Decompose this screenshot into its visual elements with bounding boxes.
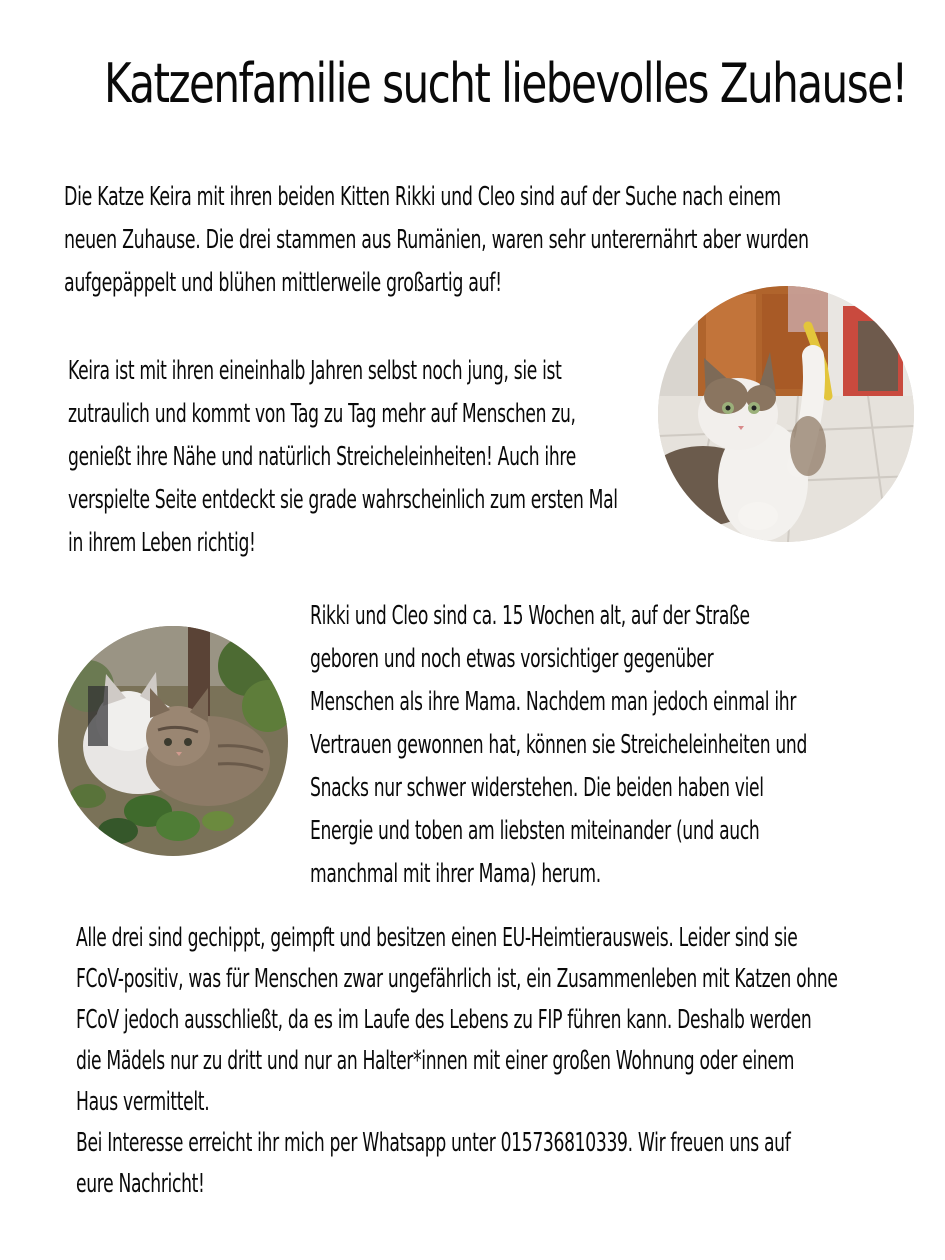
intro-line: Die Katze Keira mit ihren beiden Kitten Rikki und Cleo sind auf der Suche nach einem — [64, 182, 781, 212]
keira-line: verspielte Seite entdeckt sie grade wahrscheinlich zum ersten Mal — [68, 485, 618, 515]
contact-line: Bei Interesse erreicht ihr mich per Whatsapp unter 015736810339. Wir freuen uns auf — [76, 1128, 791, 1158]
kittens-line: Energie und toben am liebsten miteinander (und auch — [310, 816, 760, 846]
keira-photo — [658, 286, 914, 542]
kittens-line: geboren und noch etwas vorsichtiger gegenüber — [310, 644, 714, 674]
kittens-paragraph — [310, 595, 807, 896]
kittens-line: manchmal mit ihrer Mama) herum. — [310, 859, 601, 889]
kittens-image — [58, 626, 288, 856]
page-title: Katzenfamilie sucht liebevolles Zuhause! — [103, 52, 907, 115]
closing-paragraph — [76, 918, 838, 1205]
kittens-line: Snacks nur schwer widerstehen. Die beiden haben viel — [310, 773, 764, 803]
intro-paragraph — [64, 176, 809, 305]
keira-line: Keira ist mit ihren eineinhalb Jahren selbst noch jung, sie ist — [68, 356, 562, 386]
kittens-line: Menschen als ihre Mama. Nachdem man jedoch einmal ihr — [310, 687, 797, 717]
keira-line: genießt ihre Nähe und natürlich Streicheleinheiten! Auch ihre — [68, 442, 576, 472]
kittens-line: Vertrauen gewonnen hat, können sie Streicheleinheiten und — [310, 730, 808, 760]
keira-line: in ihrem Leben richtig! — [68, 528, 256, 558]
contact-line: eure Nachricht! — [76, 1169, 205, 1199]
closing-line: FCoV jedoch ausschließt, da es im Laufe des Lebens zu FIP führen kann. Deshalb werden — [76, 1005, 812, 1035]
closing-line: die Mädels nur zu dritt und nur an Halter*innen mit einer großen Wohnung oder einem — [76, 1046, 795, 1076]
closing-line: Alle drei sind gechippt, geimpft und besitzen einen EU-Heimtierausweis. Leider sind sie — [76, 923, 798, 953]
intro-line: aufgepäppelt und blühen mittlerweile großartig auf! — [64, 268, 502, 298]
closing-line: FCoV-positiv, was für Menschen zwar ungefährlich ist, ein Zusammenleben mit Katzen ohne — [76, 964, 838, 994]
closing-line: Haus vermittelt. — [76, 1087, 210, 1117]
intro-line: neuen Zuhause. Die drei stammen aus Rumänien, waren sehr unterernährt aber wurden — [64, 225, 809, 255]
kittens-photo — [58, 626, 288, 856]
keira-cat-image — [658, 286, 914, 542]
keira-line: zutraulich und kommt von Tag zu Tag mehr auf Menschen zu, — [68, 399, 576, 429]
keira-paragraph — [68, 350, 618, 565]
kittens-line: Rikki und Cleo sind ca. 15 Wochen alt, auf der Straße — [310, 601, 750, 631]
